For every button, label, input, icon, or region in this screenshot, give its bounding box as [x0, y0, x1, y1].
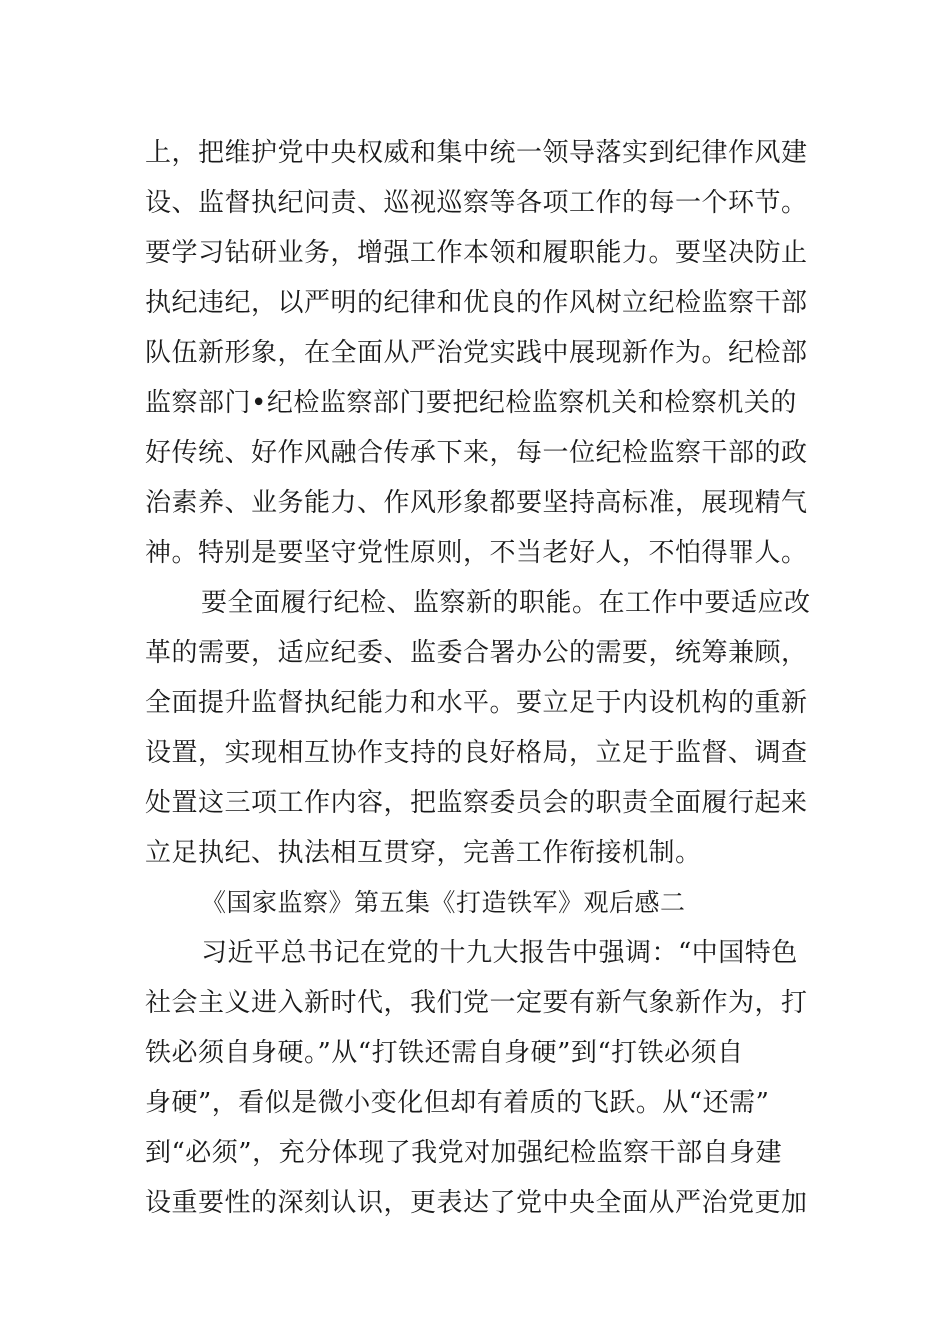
- document-body: [145, 128, 810, 1228]
- text-line: 立足执纪、执法相互贯穿，完善工作衔接机制。: [145, 838, 702, 868]
- text-line: 革的需要，适应纪委、监委合署办公的需要，统筹兼顾，: [145, 638, 808, 668]
- text-line: 设、监督执纪问责、巡视巡察等各项工作的每一个环节。: [145, 188, 808, 218]
- text-line: 社会主义进入新时代，我们党一定要有新气象新作为，打: [145, 988, 808, 1018]
- paragraph-first-line: 习近平总书记在党的十九大报告中强调：“中国特色: [201, 938, 798, 968]
- section-title: 《国家监察》第五集《打造铁军》观后感二: [201, 888, 686, 917]
- text-line: 治素养、业务能力、作风形象都要坚持高标准，展现精气: [145, 488, 808, 518]
- text-line: 队伍新形象，在全面从严治党实践中展现新作为。纪检部: [145, 338, 808, 368]
- text-line: 设重要性的深刻认识，更表达了党中央全面从严治党更加: [145, 1188, 808, 1218]
- text-line: 上，把维护党中央权威和集中统一领导落实到纪律作风建: [145, 138, 808, 168]
- text-line: 设置，实现相互协作支持的良好格局，立足于监督、调查: [145, 738, 808, 768]
- text-line: 执纪违纪，以严明的纪律和优良的作风树立纪检监察干部: [145, 288, 808, 318]
- text-line: 好传统、好作风融合传承下来，每一位纪检监察干部的政: [145, 438, 808, 468]
- text-line: 到“必须”，充分体现了我党对加强纪检监察干部自身建: [145, 1138, 783, 1168]
- text-line: 神。特别是要坚守党性原则，不当老好人，不怕得罪人。: [145, 538, 808, 568]
- text-line: 监察部门•纪检监察部门要把纪检监察机关和检察机关的: [145, 388, 797, 418]
- text-line: 处置这三项工作内容，把监察委员会的职责全面履行起来: [145, 788, 808, 818]
- text-line: 铁必须自身硬。”从“打铁还需自身硬”到“打铁必须自: [145, 1038, 744, 1068]
- text-line: 全面提升监督执纪能力和水平。要立足于内设机构的重新: [145, 688, 808, 718]
- text-line: 要学习钻研业务，增强工作本领和履职能力。要坚决防止: [145, 238, 808, 268]
- paragraph-first-line: 要全面履行纪检、监察新的职能。在工作中要适应改: [201, 588, 811, 618]
- text-line: 身硬”，看似是微小变化但却有着质的飞跃。从“还需”: [145, 1088, 770, 1118]
